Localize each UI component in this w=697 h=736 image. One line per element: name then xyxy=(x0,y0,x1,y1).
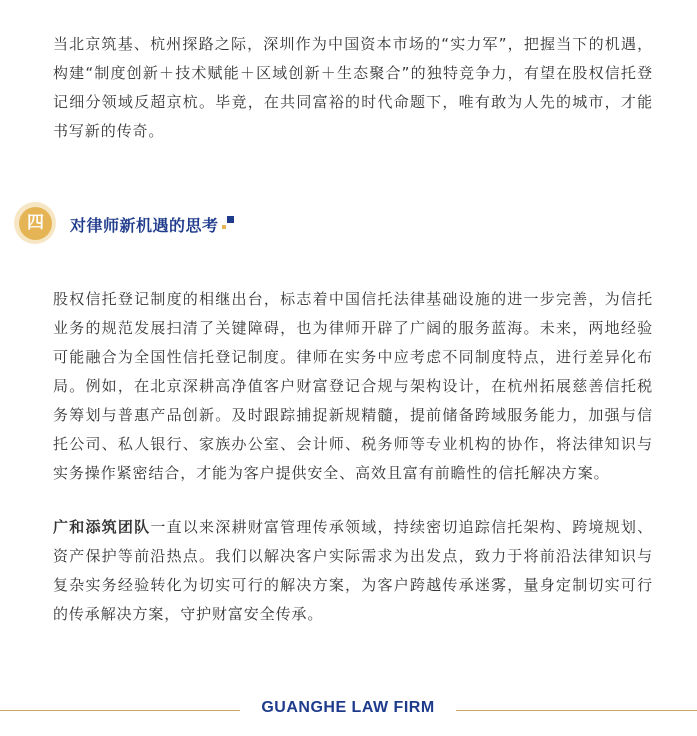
team-description: 一直以来深耕财富管理传承领域，持续密切追踪信托架构、跨境规划、资产保护等前沿热点。我们以解决客户实际需求为出发点，致力于将前沿法律知识与复杂实务经验转化为切实可行的解决方案，为客户跨越传承迷雾，量身定制切实可行的传承解决方案，守护财富安全传承。 xyxy=(53,518,654,623)
footer xyxy=(0,697,697,723)
lawyer-opportunity-paragraph: 股权信托登记制度的相继出台，标志着中国信托法律基础设施的进一步完善，为信托业务的规范发展扫清了关键障碍，也为律师开辟了广阔的服务蓝海。未来，两地经验可能融合为全国性信托登记制度。律师在实务中应考虑不同制度特点，进行差异化布局。例如，在北京深耕高净值客户财富登记合规与架构设计，在杭州拓展慈善信托税务筹划与普惠产品创新。及时跟踪捕捉新规精髓，提前储备跨域服务能力，加强与信托公司、私人银行、家族办公室、会计师、税务师等专业机构的协作，将法律知识与实务操作紧密结合，才能为客户提供安全、高效且富有前瞻性的信托解决方案。 xyxy=(53,290,653,482)
footer-divider-left xyxy=(0,710,240,711)
team-name: 广和添筑团队 xyxy=(53,518,151,536)
section-heading xyxy=(14,200,274,250)
section-title: 对律师新机遇的思考 xyxy=(70,216,219,235)
decor-square-icon xyxy=(227,216,234,223)
decor-small-square-icon xyxy=(222,225,226,229)
team-paragraph xyxy=(53,513,653,629)
section-number-badge: 四 xyxy=(19,207,52,240)
intro-paragraph: 当北京筑基、杭州探路之际，深圳作为中国资本市场的“实力军”，把握当下的机遇，构建“制度创新＋技术赋能＋区域创新＋生态聚合”的独特竞争力，有望在股权信托登记细分领域反超京杭。毕竟，在共同富裕的时代命题下，唯有敢为人先的城市，才能书写新的传奇。 xyxy=(53,35,653,140)
firm-name: GUANGHE LAW FIRM xyxy=(261,699,435,716)
footer-divider-right xyxy=(456,710,697,711)
